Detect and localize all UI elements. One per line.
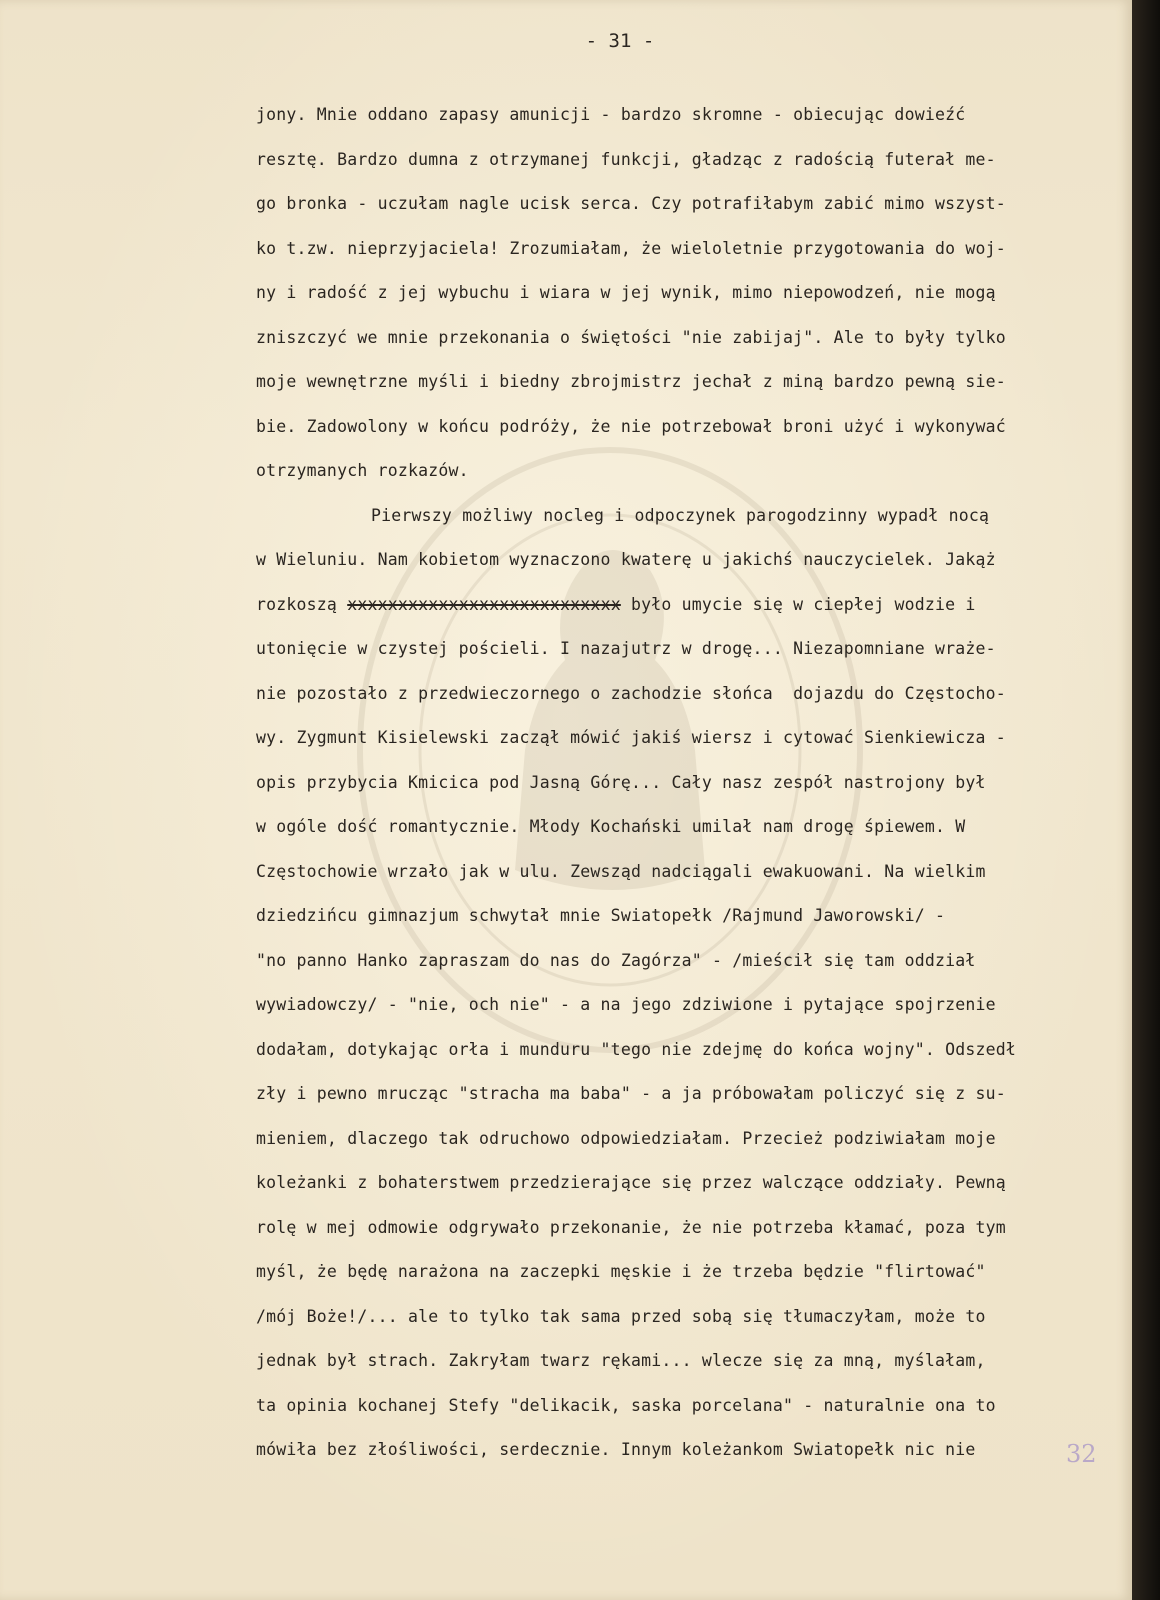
text-line: jednak był strach. Zakryłam twarz rękami... wlecze się za mną, myślałam, (256, 1351, 986, 1370)
text-line: /mój Boże!/... ale to tylko tak sama przed sobą się tłumaczyłam, może to (256, 1306, 986, 1326)
text-line: koleżanki z bohaterstwem przedzierające się przez walczące oddziały. Pewną (256, 1173, 1006, 1192)
text-line: go bronka - uczułam nagle ucisk serca. Czy potrafiłabym zabić mimo wszyst- (256, 194, 1006, 213)
text-line: dziedzińcu gimnazjum schwytał mnie Swiatopełk /Rajmund Jaworowski/ - (256, 906, 946, 925)
text-line: w ogóle dość romantycznie. Młody Kochański umilał nam drogę śpiewem. W (256, 817, 966, 836)
text-line: mówiła bez złośliwości, serdecznie. Innym koleżankom Swiatopełk nic nie (256, 1440, 976, 1459)
text-line: jony. Mnie oddano zapasy amunicji - bardzo skromne - obiecując dowieźć (256, 105, 966, 124)
text-line: ny i radość z jej wybuchu i wiara w jej wynik, mimo niepowodzeń, nie mogą (256, 283, 996, 302)
text-line: w Wieluniu. Nam kobietom wyznaczono kwaterę u jakichś nauczycielek. Jakąż (256, 550, 996, 569)
text-line: ko t.zw. nieprzyjaciela! Zrozumiałam, że wieloletnie przygotowania do woj- (256, 238, 1006, 258)
struck-out-text: xxxxxxxxxxxxxxxxxxxxxxxxxxx (347, 594, 621, 614)
archive-page-number: 32 (1066, 1440, 1097, 1468)
text-line: zły i pewno mrucząc "stracha ma baba" - a ja próbowałam policzyć się z su- (256, 1084, 1006, 1103)
text-line: zniszczyć we mnie przekonania o świętości "nie zabijaj". Ale to były tylko (256, 327, 1006, 347)
page-number: - 31 - (585, 30, 655, 52)
text-line: Częstochowie wrzało jak w ulu. Zewsząd nadciągali ewakuowani. Na wielkim (256, 861, 986, 881)
paragraph-start-line: Pierwszy możliwy nocleg i odpoczynek parogodzinny wypadł nocą (371, 505, 990, 525)
text-line: mieniem, dlaczego tak odruchowo odpowiedziałam. Przecież podziwiałam moje (256, 1128, 996, 1148)
text-line: dodałam, dotykając orła i munduru "tego nie zdejmę do końca wojny". Odszedł (256, 1039, 1017, 1059)
text-line-with-strikeout (256, 590, 1086, 635)
text-line: moje wewnętrzne myśli i biedny zbrojmistrz jechał z miną bardzo pewną sie- (256, 372, 1006, 391)
text-line: opis przybycia Kmicica pod Jasną Górę... Cały nasz zespół nastrojony był (256, 772, 986, 792)
struck-line-after: było umycie się w ciepłej wodzie i (620, 594, 976, 614)
text-line: "no panno Hanko zapraszam do nas do Zagórza" - /mieścił się tam oddział (256, 950, 976, 970)
text-line: utonięcie w czystej pościeli. I nazajutrz w drogę... Niezapomniane wraże- (256, 639, 996, 658)
text-line: resztę. Bardzo dumna z otrzymanej funkcji, gładząc z radością futerał me- (256, 149, 996, 169)
text-line: nie pozostało z przedwieczornego o zachodzie słońca dojazdu do Częstocho- (256, 683, 1006, 703)
scan-edge (1132, 0, 1160, 1600)
text-line: wywiadowczy/ - "nie, och nie" - a na jego zdziwione i pytające spojrzenie (256, 995, 996, 1014)
text-line: otrzymanych rozkazów. (256, 461, 469, 480)
text-line: rolę w mej odmowie odgrywało przekonanie, że nie potrzeba kłamać, poza tym (256, 1217, 1006, 1237)
text-line: myśl, że będę narażona na zaczepki męskie i że trzeba będzie "flirtować" (256, 1262, 986, 1281)
typed-text-body (256, 100, 1086, 1480)
struck-line-before: rozkoszą (256, 594, 348, 614)
text-line: bie. Zadowolony w końcu podróży, że nie potrzebował broni użyć i wykonywać (256, 416, 1006, 436)
text-line: ta opinia kochanej Stefy "delikacik, saska porcelana" - naturalnie ona to (256, 1395, 996, 1415)
text-line: wy. Zygmunt Kisielewski zaczął mówić jakiś wiersz i cytować Sienkiewicza - (256, 728, 1006, 747)
